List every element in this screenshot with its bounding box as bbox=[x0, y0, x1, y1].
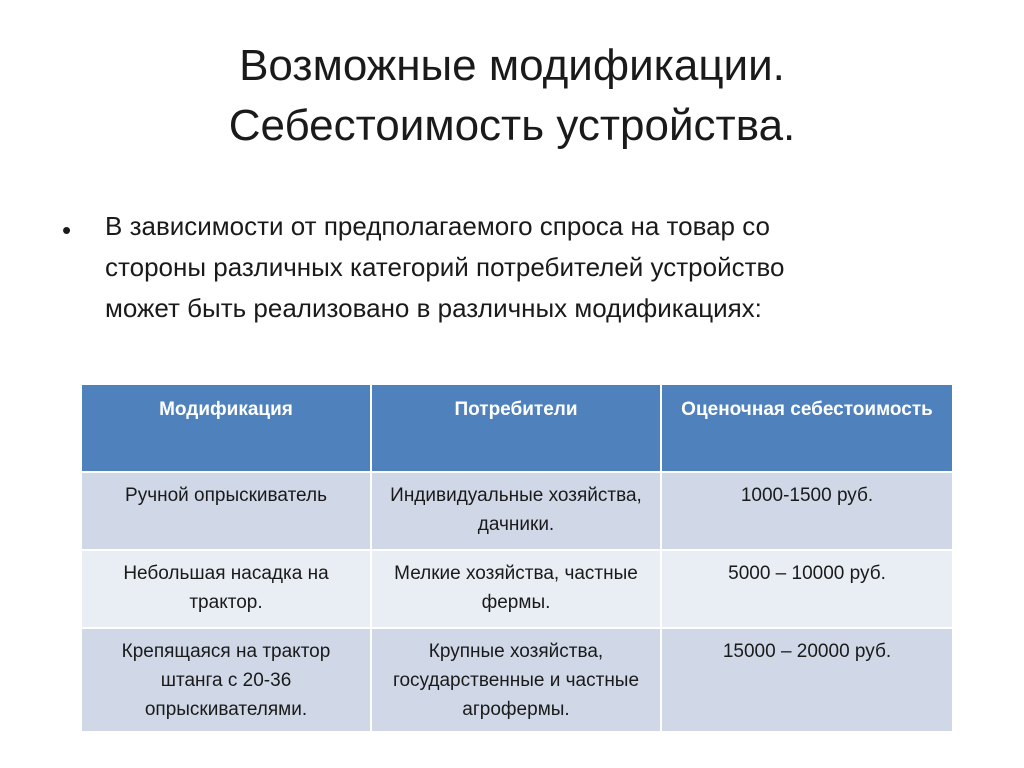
header-consumers: Потребители bbox=[371, 384, 661, 472]
cell-modification: Ручной опрыскиватель bbox=[81, 472, 371, 550]
modifications-table bbox=[80, 383, 954, 733]
cell-cost: 5000 – 10000 руб. bbox=[661, 550, 953, 628]
bullet-text bbox=[105, 206, 942, 329]
slide-title-line-1: Возможные модификации. bbox=[239, 41, 785, 90]
table-row bbox=[81, 628, 953, 732]
bullet-text-line-1: В зависимости от предполагаемого спроса на товар со bbox=[105, 211, 770, 241]
cell-cost: 1000-1500 руб. bbox=[661, 472, 953, 550]
bullet-text-line-2: стороны различных категорий потребителей устройство bbox=[105, 252, 785, 282]
table-header-row bbox=[81, 384, 953, 472]
cell-modification: Крепящаяся на трактор штанга с 20-36 опрыскивателями. bbox=[81, 628, 371, 732]
bullet-dot-icon: • bbox=[62, 215, 72, 245]
header-estimated-cost: Оценочная себестоимость bbox=[661, 384, 953, 472]
table-row bbox=[81, 472, 953, 550]
table-row bbox=[81, 550, 953, 628]
cell-modification: Небольшая насадка на трактор. bbox=[81, 550, 371, 628]
cell-cost: 15000 – 20000 руб. bbox=[661, 628, 953, 732]
cell-consumers: Мелкие хозяйства, частные фермы. bbox=[371, 550, 661, 628]
header-modification: Модификация bbox=[81, 384, 371, 472]
cell-consumers: Крупные хозяйства, государственные и частные агрофермы. bbox=[371, 628, 661, 732]
slide-title-line-2: Себестоимость устройства. bbox=[228, 101, 796, 150]
slide-title bbox=[0, 36, 1024, 156]
bullet-item bbox=[62, 206, 942, 329]
bullet-text-line-3: может быть реализовано в различных модификациях: bbox=[105, 293, 762, 323]
cell-consumers: Индивидуальные хозяйства, дачники. bbox=[371, 472, 661, 550]
